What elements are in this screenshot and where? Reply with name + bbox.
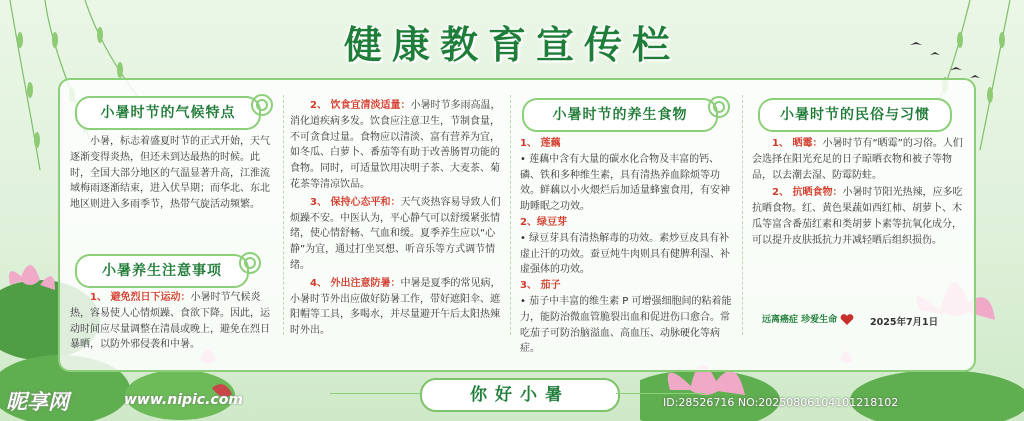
publish-date: 2025年7月1日 — [870, 317, 939, 328]
swirl-icon — [706, 94, 732, 120]
climate-text: 小暑，标志着盛夏时节的正式开始，天气逐渐变得炎热，但还未到达最热的时候。此时，全国大部分地区的气温显著升高，江淮流域梅雨逐渐结束，进入伏旱期；而华北、东北地区则进入多雨季节，热带气旋活动频繁。 — [70, 136, 270, 211]
page-title: 健康教育宣传栏 — [343, 22, 680, 67]
care-item4-text: 中暑是夏季的常见病，小暑时节外出应做好防暑工作，带好遮阳伞、遮阳帽等工具，多喝水，并尽量避开午后太阳热辣时外出。 — [290, 277, 501, 337]
custom2-title: 2、 抗晒食物： — [772, 187, 843, 199]
column-divider — [510, 95, 511, 335]
swirl-icon — [249, 92, 275, 118]
care-item2-title: 2、 饮食宜清淡适量： — [310, 100, 411, 111]
food2-text: • 绿豆芽具有清热解毒的功效。素炒豆皮具有补虚止汗的功效。蚕豆炖牛肉则具有健脾利湿、补虚强体的功效。 — [520, 232, 730, 276]
greeting-banner: 你好小暑 — [420, 378, 620, 412]
food-heading-text: 小暑时节的养生食物 — [552, 107, 688, 123]
custom1-title: 1、 晒霉： — [772, 138, 823, 149]
climate-heading — [75, 96, 261, 130]
watermark-url: www.nipic.com — [124, 392, 243, 408]
custom-section — [752, 136, 964, 251]
column-divider — [742, 95, 743, 335]
health-stamp — [762, 312, 854, 326]
care-heading-text: 小暑养生注意事项 — [102, 263, 222, 279]
care-item1-text: 小暑时节气候炎热，容易使人心情烦躁、食欲下降。因此，运动时间应尽量调整在清晨或晚上，避免在烈日暴晒，以防外邪侵袭和中暑。 — [70, 292, 270, 351]
image-id: ID:28526716 NO:20250806104101218102 — [663, 396, 899, 409]
custom1-text: 小暑时节有“晒霉”的习俗。人们会选择在阳光充足的日子晾晒衣物和被子等物品，以去潮去湿、防霉防蛀。 — [752, 138, 963, 181]
food1-title: 1、 莲藕 — [520, 138, 561, 149]
watermark-logo: 昵享网 — [6, 390, 69, 414]
column-divider — [283, 95, 284, 335]
care-item1-title: 1、 避免烈日下运动： — [90, 292, 191, 303]
care-item3-text: 天气炎热容易导致人们烦躁不安。中医认为，平心静气可以舒缓紧张情绪，使心情舒畅、气血和缓。夏季养生应以“心静”为宜，通过打坐冥想、听音乐等方式调节情绪。 — [290, 196, 501, 271]
care-item3-title: 3、 保持心态平和： — [310, 196, 401, 208]
heart-icon — [840, 314, 854, 326]
food3-text: • 茄子中丰富的维生素 P 可增强细胞间的粘着能力，能防治微血管脆裂出血和促进伤口愈合。常吃茄子可防治脑溢血、高血压、动脉硬化等病症。 — [520, 295, 732, 355]
care-section-continued — [290, 98, 502, 341]
climate-section — [70, 134, 276, 215]
food-section — [520, 136, 734, 357]
care-item4-title: 4、 外出注意防暑： — [310, 277, 401, 289]
custom-heading-text: 小暑时节的民俗与习惯 — [780, 107, 930, 123]
food3-title: 3、 茄子 — [520, 280, 561, 292]
stamp-text: 远离癌症 珍爱生命 — [762, 315, 838, 325]
food2-title: 2、绿豆芽 — [520, 216, 567, 228]
custom2-text: 小暑时节阳光热辣，应多吃抗晒食物。红、黄色果蔬如西红柿、胡萝卜、木瓜等富含番茄红素和类胡萝卜素等抗氧化成分，可以提升皮肤抵抗力并减轻晒后组织损伤。 — [752, 187, 963, 246]
greeting-line-left — [330, 393, 420, 394]
custom-heading — [758, 98, 952, 132]
swirl-icon — [237, 250, 263, 276]
care-section — [70, 290, 276, 355]
food1-text: • 莲藕中含有大量的碳水化合物及丰富的钙、磷、铁和多种维生素，具有清热养血除烦等功效。鲜藕以小火煨烂后加适量蜂蜜食用，有安神助睡眠之功效。 — [520, 153, 730, 213]
care-item2-text: 小暑时节多雨高温，消化道疾病多发。饮食应注意卫生，节制食量，不可贪食过量。食物应以清淡、富有营养为宜，如冬瓜、白萝卜、番茄等有助于改善肠胃功能的食物。同时，可适量饮用决明子茶、大麦茶、菊花茶等清凉饮品。 — [290, 100, 501, 190]
care-heading — [75, 254, 249, 288]
food-heading — [522, 98, 718, 132]
climate-heading-text: 小暑时节的气候特点 — [100, 105, 236, 121]
greeting-line-right — [616, 393, 706, 394]
